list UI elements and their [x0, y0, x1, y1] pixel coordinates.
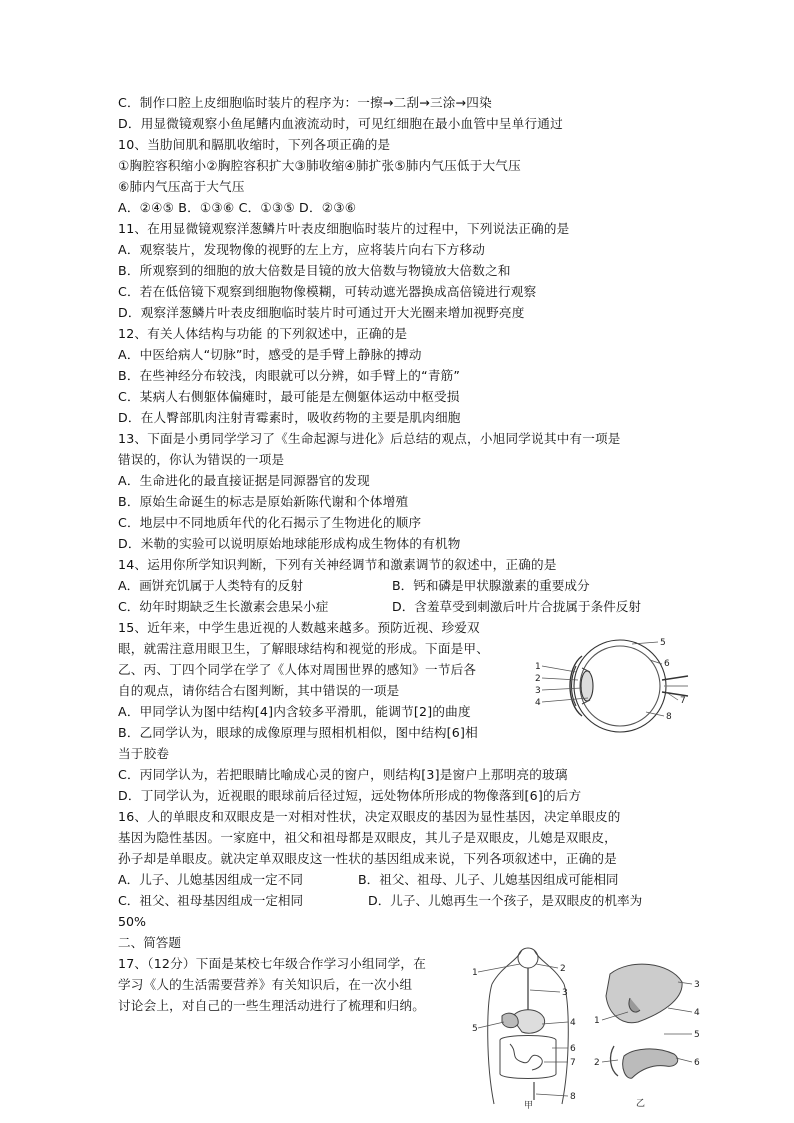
text-line: B．在些神经分布较浅，肉眼就可以分辨，如手臂上的“青筋” [118, 368, 461, 383]
text-line: A．观察装片，发现物像的视野的左上方，应将装片向右下方移动 [118, 242, 486, 257]
text-line: D．在人臀部肌肉注射青霉素时，吸收药物的主要是肌肉细胞 [118, 410, 461, 425]
text-line: 15、近年来，中学生患近视的人数越来越多。预防近视、珍爱双 [118, 620, 480, 635]
jia-caption: 甲 [524, 1101, 534, 1110]
text-line: 12、有关人体结构与功能 的下列叙述中，正确的是 [118, 326, 408, 341]
jia-label-6: 6 [570, 1044, 576, 1054]
q16-option-b: B．祖父、祖母、儿子、儿媳基因组成可能相同 [358, 872, 619, 887]
q14-option-a: A．画饼充饥属于人类特有的反射 [118, 578, 303, 593]
yi-label-5: 5 [694, 1030, 700, 1040]
text-line: 眼，就需注意用眼卫生，了解眼球结构和视觉的形成。下面是甲、 [118, 641, 490, 656]
text-line: D．丁同学认为，近视眼的眼球前后径过短，远处物体所形成的物像落到[6]的后方 [118, 788, 582, 803]
eye-label-7: 7 [680, 696, 686, 706]
jia-label-2: 2 [560, 964, 566, 974]
q16-option-d: D．儿子、儿媳再生一个孩子，是双眼皮的机率为 [368, 893, 643, 908]
text-line: C．丙同学认为，若把眼睛比喻成心灵的窗户，则结构[3]是窗户上那明亮的玻璃 [118, 767, 568, 782]
eye-label-4: 4 [535, 698, 541, 708]
digestive-organs-diagram-yi [590, 952, 702, 1110]
text-line: ⑥肺内气压高于大气压 [118, 179, 245, 194]
text-line: 学习《人的生活需要营养》有关知识后，在一次小组 [118, 977, 413, 992]
text-line: C．制作口腔上皮细胞临时装片的程序为：一擦→二刮→三涂→四染 [118, 95, 492, 110]
eye-label-5: 5 [660, 638, 666, 648]
eye-label-6: 6 [664, 659, 670, 669]
jia-label-7: 7 [570, 1058, 576, 1068]
text-line: C．若在低倍镜下观察到细胞物像模糊，可转动遮光器换成高倍镜进行观察 [118, 284, 537, 299]
text-line: 乙、丙、丁四个同学在学了《人体对周围世界的感知》一节后各 [118, 662, 477, 677]
yi-label-1: 1 [594, 1016, 600, 1026]
jia-label-4: 4 [570, 1018, 576, 1028]
text-line: A．甲同学认为图中结构[4]内含较多平滑肌，能调节[2]的曲度 [118, 704, 471, 719]
jia-label-5: 5 [472, 1024, 478, 1034]
text-line: 基因为隐性基因。一家庭中，祖父和祖母都是双眼皮，其儿子是双眼皮，儿媳是双眼皮， [118, 830, 617, 845]
text-line: A．生命进化的最直接证据是同源器官的发现 [118, 473, 370, 488]
jia-label-1: 1 [472, 968, 478, 978]
text-line: ①胸腔容积缩小②胸腔容积扩大③肺收缩④肺扩张⑤肺内气压低于大气压 [118, 158, 521, 173]
q14-option-b: B．钙和磷是甲状腺激素的重要成分 [392, 578, 590, 593]
text-line: 10、当肋间肌和膈肌收缩时，下列各项正确的是 [118, 137, 391, 152]
eye-label-1: 1 [535, 662, 541, 672]
text-line: 自的观点，请你结合右图判断，其中错误的一项是 [118, 683, 400, 698]
yi-caption: 乙 [636, 1099, 646, 1109]
yi-label-2: 2 [594, 1058, 600, 1068]
text-line: D．米勒的实验可以说明原始地球能形成构成生物体的有机物 [118, 536, 461, 551]
text-line: A．②④⑤ B．①③⑥ C．①③⑤ D．②③⑥ [118, 200, 357, 215]
text-line: D．观察洋葱鳞片叶表皮细胞临时装片时可通过开大光圈来增加视野亮度 [118, 305, 525, 320]
q14-option-c: C．幼年时期缺乏生长激素会患呆小症 [118, 599, 329, 614]
eyeball-diagram [532, 628, 692, 744]
digestive-system-diagram-jia [472, 944, 580, 1110]
text-line: 当于胶卷 [118, 746, 170, 761]
text-line: B．所观察到的细胞的放大倍数是目镜的放大倍数与物镜放大倍数之和 [118, 263, 511, 278]
eye-label-8: 8 [666, 712, 672, 722]
text-line: 讨论会上，对自己的一些生理活动进行了梳理和归纳。 [118, 998, 426, 1013]
text-line: B．原始生命诞生的标志是原始新陈代谢和个体增殖 [118, 494, 409, 509]
text-line: A．中医给病人“切脉”时，感受的是手臂上静脉的搏动 [118, 347, 422, 362]
q16-option-c: C．祖父、祖母基因组成一定相同 [118, 893, 304, 908]
eye-label-3: 3 [535, 686, 541, 696]
text-line: 16、人的单眼皮和双眼皮是一对相对性状，决定双眼皮的基因为显性基因，决定单眼皮的 [118, 809, 621, 824]
text-line: 错误的，你认为错误的一项是 [118, 452, 285, 467]
text-line: B．乙同学认为，眼球的成像原理与照相机相似，图中结构[6]相 [118, 725, 478, 740]
yi-label-4: 4 [694, 1008, 700, 1018]
text-line: 14、运用你所学知识判断，下列有关神经调节和激素调节的叙述中，正确的是 [118, 557, 557, 572]
q16-option-d-tail: 50% [118, 914, 146, 929]
jia-label-3: 3 [562, 988, 568, 998]
text-line: 孙子却是单眼皮。就决定单双眼皮这一性状的基因组成来说，下列各项叙述中，正确的是 [118, 851, 617, 866]
text-line: D．用显微镜观察小鱼尾鳍内血液流动时，可见红细胞在最小血管中呈单行通过 [118, 116, 563, 131]
q16-option-a: A．儿子、儿媳基因组成一定不同 [118, 872, 303, 887]
eye-label-2: 2 [535, 674, 541, 684]
text-line: 17、（12分）下面是某校七年级合作学习小组同学，在 [118, 956, 427, 971]
yi-label-3: 3 [694, 980, 700, 990]
section-title: 二、简答题 [118, 935, 181, 950]
yi-label-6: 6 [694, 1058, 700, 1068]
text-line: C．地层中不同地质年代的化石揭示了生物进化的顺序 [118, 515, 422, 530]
text-line: 11、在用显微镜观察洋葱鳞片叶表皮细胞临时装片的过程中，下列说法正确的是 [118, 221, 570, 236]
text-line: 13、下面是小勇同学学习了《生命起源与进化》后总结的观点，小旭同学说其中有一项是 [118, 431, 621, 446]
text-line: C．某病人右侧躯体偏瘫时，最可能是左侧躯体运动中枢受损 [118, 389, 460, 404]
q14-option-d: D．含羞草受到刺激后叶片合拢属于条件反射 [392, 599, 641, 614]
jia-label-8: 8 [570, 1092, 576, 1102]
